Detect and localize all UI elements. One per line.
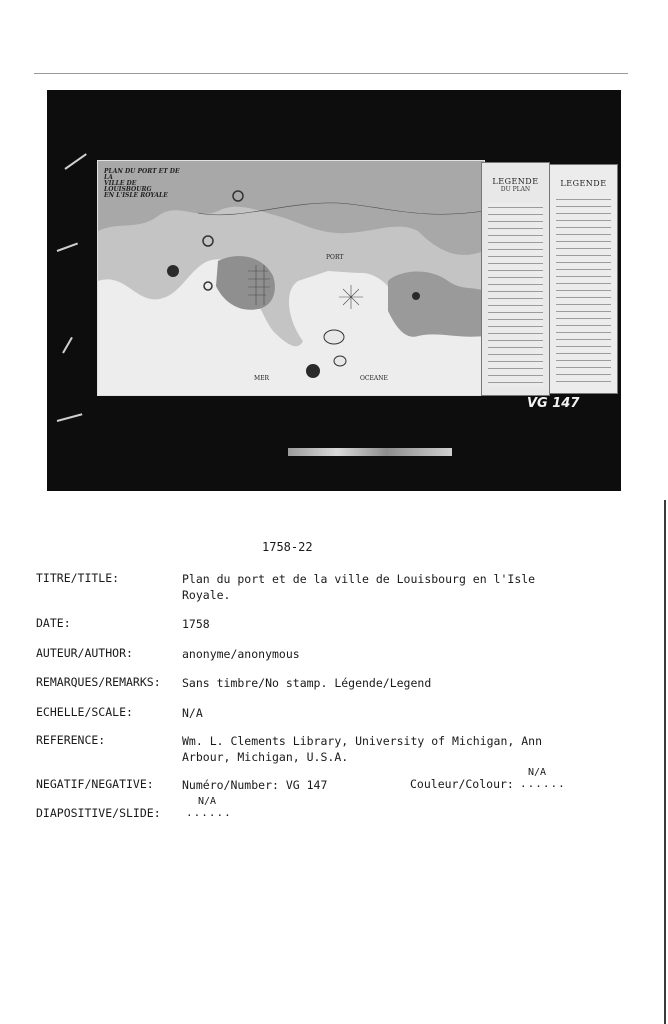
legend-subtitle: DU PLAN [500, 186, 531, 193]
slide-dots: ...... [186, 806, 232, 819]
colour-dots: ...... [520, 777, 566, 790]
author-value: anonyme/anonymous [182, 647, 300, 661]
title-value-line: Royale. [182, 588, 231, 602]
map-label-mer: MER [254, 375, 270, 382]
scratch-mark [57, 413, 83, 422]
date-label: DATE: [36, 616, 71, 630]
colour-value: N/A [528, 767, 547, 778]
scratch-mark [57, 243, 78, 252]
scratch-mark [62, 337, 73, 354]
legend-panel-left [481, 162, 550, 396]
cartouche-line: PLAN DU PORT ET DE LA [104, 168, 180, 181]
map-sheet [97, 160, 485, 396]
reference-value-line: Arbour, Michigan, U.S.A. [182, 750, 349, 764]
date-value: 1758 [182, 617, 210, 631]
title-label: TITRE/TITLE: [36, 571, 120, 585]
cartouche-line: VILLE DE LOUISBOURG [104, 180, 152, 193]
map-cartouche [104, 169, 182, 211]
remarks-label: REMARQUES/REMARKS: [36, 675, 161, 689]
title-value-line: Plan du port et de la ville de Louisbourg en l'Isle [182, 572, 536, 586]
author-label: AUTEUR/AUTHOR: [36, 646, 133, 660]
slide-label: DIAPOSITIVE/SLIDE: [36, 806, 161, 820]
legend-title: LEGENDE [560, 179, 607, 188]
legend-text-lines [488, 203, 543, 387]
top-rule [34, 73, 628, 74]
legend-text-lines [556, 195, 611, 385]
photo-tag: VG 147 [527, 396, 580, 411]
negative-label: NEGATIF/NEGATIVE: [36, 777, 154, 791]
map-photograph [47, 90, 621, 491]
reference-value [182, 733, 542, 765]
scale-label: ECHELLE/SCALE: [36, 705, 133, 719]
colour-field [410, 767, 566, 791]
colour-label: Couleur/Colour: [410, 777, 514, 791]
negative-value: Numéro/Number: VG 147 [182, 778, 328, 792]
reference-label: REFERENCE: [36, 733, 106, 747]
record-code: 1758-22 [262, 540, 313, 554]
map-label-port: PORT [326, 254, 344, 261]
scale-value: N/A [182, 706, 203, 720]
legend-panel-right [549, 164, 618, 394]
title-value [182, 571, 535, 603]
remarks-value: Sans timbre/No stamp. Légende/Legend [182, 676, 432, 690]
cartouche-line: EN L'ISLE ROYALE [104, 192, 168, 199]
slide-value: N/A [198, 796, 217, 807]
scratch-mark [64, 153, 86, 170]
map-label-oceane: OCEANE [360, 375, 388, 382]
film-strip [288, 448, 452, 456]
reference-value-line: Wm. L. Clements Library, University of Michigan, Ann [182, 734, 543, 748]
page-edge [664, 500, 666, 1024]
legend-title: LEGENDE [492, 177, 539, 186]
